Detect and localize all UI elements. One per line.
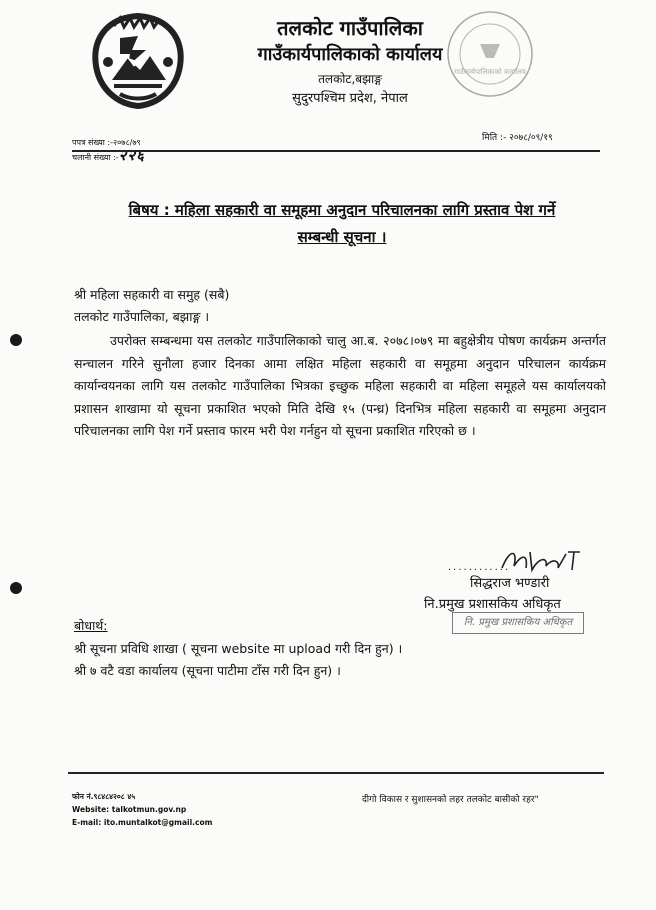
punch-hole-top bbox=[10, 334, 22, 346]
municipality-title: तलकोट गाउँपालिका bbox=[277, 16, 423, 40]
signature-dots: ............ bbox=[448, 562, 511, 573]
notice-body: उपरोक्त सम्बन्धमा यस तलकोट गाउँपालिकाको चालु आ.ब. २०७८।०७९ मा बहुक्षेत्रीय पोषण कार्यक्रम अन्तर्गत सन्चालन गरिने सुनौला हजार दिनका आमा लक्षित महिला सहकारी वा समूहमा अनुदान परिचालन कार्यक्रम कार्यान्वयनका लागि यस तलकोट गाउँपालिका भित्रका इच्छुक महिला सहकारी वा महिला समूहले यस कार्यालयको प्रशासन शाखामा यो सूचना प्रकाशित भएको मिति देखि १५ (पन्ध्र) दिनभित्र महिला सहकारी वा समूहमा अनुदान परिचालनका लागि पेश गर्ने प्रस्ताव फारम भरी पेश गर्नहुन यो सूचना प्रकाशित गरिएको छ । bbox=[74, 333, 606, 438]
office-location: तलकोट,बझाङ्ग bbox=[318, 72, 382, 86]
designation-stamp: नि. प्रमुख प्रशासकिय अधिकृत bbox=[452, 612, 584, 634]
header-divider bbox=[72, 150, 600, 152]
letter-no-value: २०७८/७९ bbox=[112, 138, 141, 147]
office-seal-stamp-icon bbox=[444, 8, 536, 100]
dispatch-no-value: २२६ bbox=[118, 146, 145, 164]
subject-line-1: बिषय : महिला सहकारी वा समूहमा अनुदान परिचालनका लागि प्रस्ताव पेश गर्ने bbox=[128, 201, 556, 219]
footer-website: Website: talkotmun.gov.np bbox=[72, 805, 187, 814]
addressee-line-1: श्री महिला सहकारी वा समुह (सबै) bbox=[74, 287, 230, 302]
footer-slogan: दीगो विकास र सुशासनको लहर तलकोट बासीको रहर" bbox=[362, 795, 539, 805]
cc-item: श्री ७ वटै वडा कार्यालय (सूचना पाटीमा टाँस गरी दिन हुन) । bbox=[74, 663, 341, 678]
subject-line-2: सम्बन्धी सूचना । bbox=[297, 228, 387, 246]
office-province: सुदुरपश्चिम प्रदेश, नेपाल bbox=[292, 91, 408, 106]
cc-label: बोधार्थ: bbox=[74, 618, 108, 633]
addressee-block bbox=[74, 284, 229, 328]
handwritten-signature-icon bbox=[496, 544, 590, 576]
letter-no-label: पपत्र संख्या :- bbox=[72, 138, 113, 147]
dispatch-no-label: चलानी संख्या :- bbox=[72, 153, 119, 162]
nepal-emblem-icon bbox=[84, 10, 192, 110]
footer-contacts bbox=[72, 790, 212, 829]
signatory-name: सिद्धराज भण्डारी bbox=[470, 576, 550, 591]
signatory-title: नि.प्रमुख प्रशासकिय अधिकृत bbox=[424, 597, 561, 612]
footer-divider bbox=[68, 772, 604, 774]
addressee-line-2: तलकोट गाउँपालिका, बझाङ्ग । bbox=[74, 309, 210, 324]
subject-heading bbox=[74, 197, 610, 251]
seal-text: गाउँकार्यपालिकाको कार्यालय bbox=[454, 68, 526, 76]
footer-phone: फोन नं.९८४८४२०८ ४५ bbox=[72, 792, 136, 801]
footer-email: E-mail: ito.muntalkot@gmail.com bbox=[72, 818, 213, 827]
letter-date: मिति :- २०७८/०९/१९ bbox=[482, 133, 553, 143]
cc-item: श्री सूचना प्रविधि शाखा ( सूचना website मा upload गरी दिन हुन) । bbox=[74, 641, 403, 656]
punch-hole-bottom bbox=[10, 582, 22, 594]
office-title: गाउँकार्यपालिकाको कार्यालय bbox=[257, 44, 443, 65]
cc-list bbox=[74, 638, 402, 682]
